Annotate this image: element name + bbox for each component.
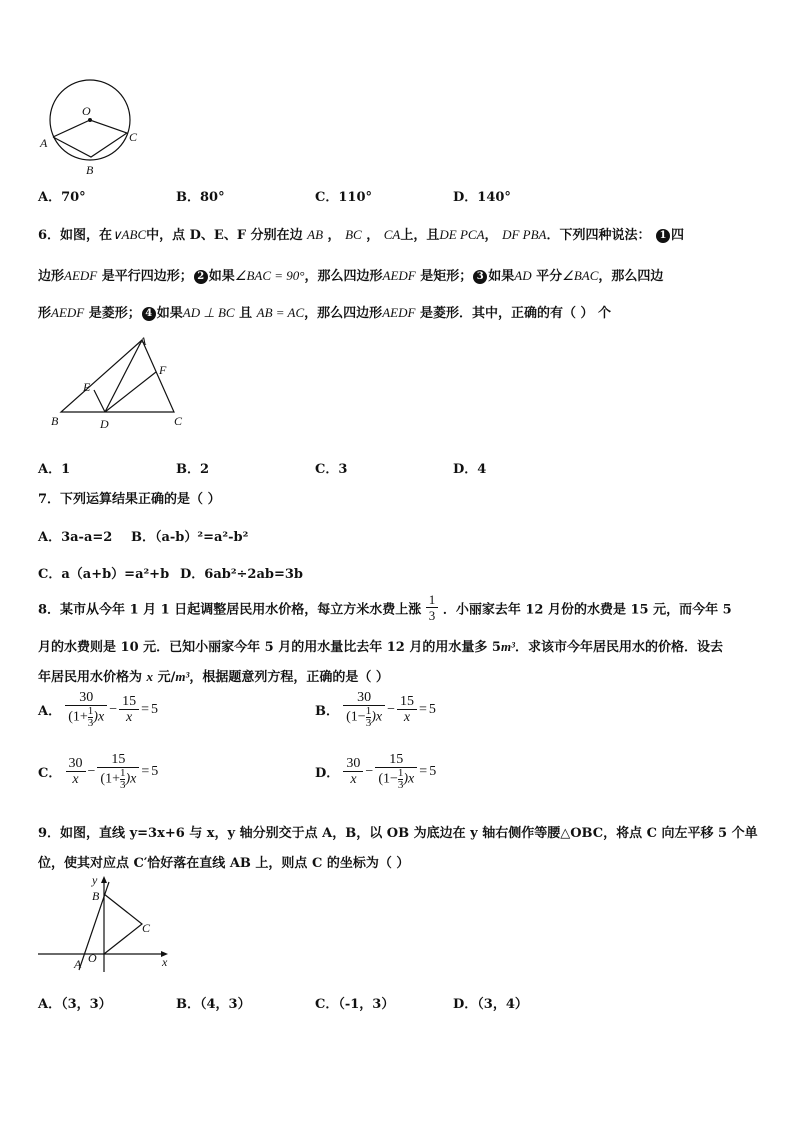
q8-option-c: C． $\frac{30}{x}$ − 15 (1+ $\frac{1}{3}$ )x = 5 (38, 752, 159, 791)
q6-option-c: C．3 (315, 462, 348, 477)
q9-triangle-obc (104, 894, 142, 954)
q7-option-c: C．a（a+b）=a²+b (38, 567, 170, 582)
q6-label-b: B (51, 414, 59, 428)
q9-label-b: B (92, 889, 100, 903)
q5-label-o: O (82, 104, 91, 118)
q6-line1: 6．如图，在∨ABC中，点 D、E、F 分别在边 AB ， BC ， CA上，且DE PCA， DF PBA．下列四种说法： 1 四 (38, 227, 685, 243)
q5-label-b: B (86, 163, 94, 177)
q5-option-c: C．110° (315, 190, 372, 205)
q9-label-a: A (74, 957, 82, 971)
q9-label-o: O (88, 951, 97, 965)
q6-segment-de (94, 390, 105, 412)
q5-option-d: D．140° (453, 190, 511, 205)
q5-circle-figure (35, 75, 155, 180)
q6-line2: 边形AEDF 是平行四边形； 2 如果∠BAC = 90°，那么四边形AEDF 是矩形； 3 如果AD 平分∠BAC，那么四边 (38, 268, 664, 284)
q5-option-a: A．70° (38, 190, 86, 205)
q9-label-x: x (162, 955, 168, 969)
q9-label-y: y (92, 874, 98, 887)
q7-option-d: D．6ab²÷2ab=3b (180, 567, 304, 582)
q5-center-dot (88, 118, 92, 122)
q8-line3: 年居民用水价格为 x 元/m³，根据题意列方程，正确的是（ ） (38, 669, 389, 685)
q6-option-b: B．2 (176, 462, 210, 477)
q6-label-f: F (159, 363, 167, 377)
q9-option-a: A．（3，3） (38, 997, 112, 1012)
q9-line1: 9．如图，直线 y=3x+6 与 x，y 轴分别交于点 A，B，以 OB 为底边在 y 轴右侧作等腰△OBC，将点 C 向左平移 5 个单 (38, 826, 758, 841)
q7-option-a: A．3a-a=2 (38, 530, 113, 545)
q9-line2: 位，使其对应点 C′恰好落在直线 AB 上，则点 C 的坐标为（ ） (38, 856, 410, 871)
q9-option-d: D．（3，4） (453, 997, 528, 1012)
q6-triangle-abc (61, 340, 174, 412)
q6-option-d: D．4 (453, 462, 487, 477)
q8-option-a: A． 30 (1+ $\frac{1}{3}$ )x − $\frac{15}{x}$ = 5 (38, 690, 158, 729)
q8-line1: 8．某市从今年 1 月 1 日起调整居民用水价格，每立方米水费上涨 $\frac{1}{3}$ ．小丽家去年 12 月份的水费是 15 元，而今年 5 (38, 592, 732, 623)
q9-option-c: C．（-1，3） (315, 997, 395, 1012)
q5-chords (53, 120, 127, 157)
q5-label-a: A (40, 136, 48, 150)
q8-line2: 月的水费则是 10 元．已知小丽家今年 5 月的用水量比去年 12 月的用水量多 5m³．求该市今年居民用水的价格．设去 (38, 639, 723, 655)
q6-label-d: D (100, 417, 109, 431)
q5-label-c: C (129, 130, 138, 144)
q6-label-a: A (139, 334, 147, 348)
q8-option-b: B． 30 (1− $\frac{1}{3}$ )x − $\frac{15}{x}$ = 5 (315, 690, 436, 729)
q6-label-c: C (174, 414, 183, 428)
q6-segment-df (105, 372, 156, 412)
q7-stem: 7．下列运算结果正确的是（ ） (38, 492, 221, 507)
q6-line3: 形AEDF 是菱形； 4 如果AD ⊥ BC 且 AB = AC，那么四边形AEDF 是菱形．其中，正确的有（ ） 个 (38, 305, 611, 321)
q9-option-b: B．（4，3） (176, 997, 251, 1012)
q9-coordinate-figure (36, 874, 176, 974)
q6-triangle-figure (45, 334, 195, 434)
q5-option-b: B．80° (176, 190, 225, 205)
q7-option-b: B．（a-b）²=a²-b² (131, 530, 249, 545)
q6-option-a: A．1 (38, 462, 71, 477)
q6-label-e: E (83, 380, 91, 394)
q9-y-axis-arrow (101, 876, 107, 883)
q6-segment-ad (105, 340, 142, 412)
q8-option-d: D． $\frac{30}{x}$ − 15 (1− $\frac{1}{3}$ )x = 5 (315, 752, 437, 791)
q9-label-c: C (142, 921, 151, 935)
